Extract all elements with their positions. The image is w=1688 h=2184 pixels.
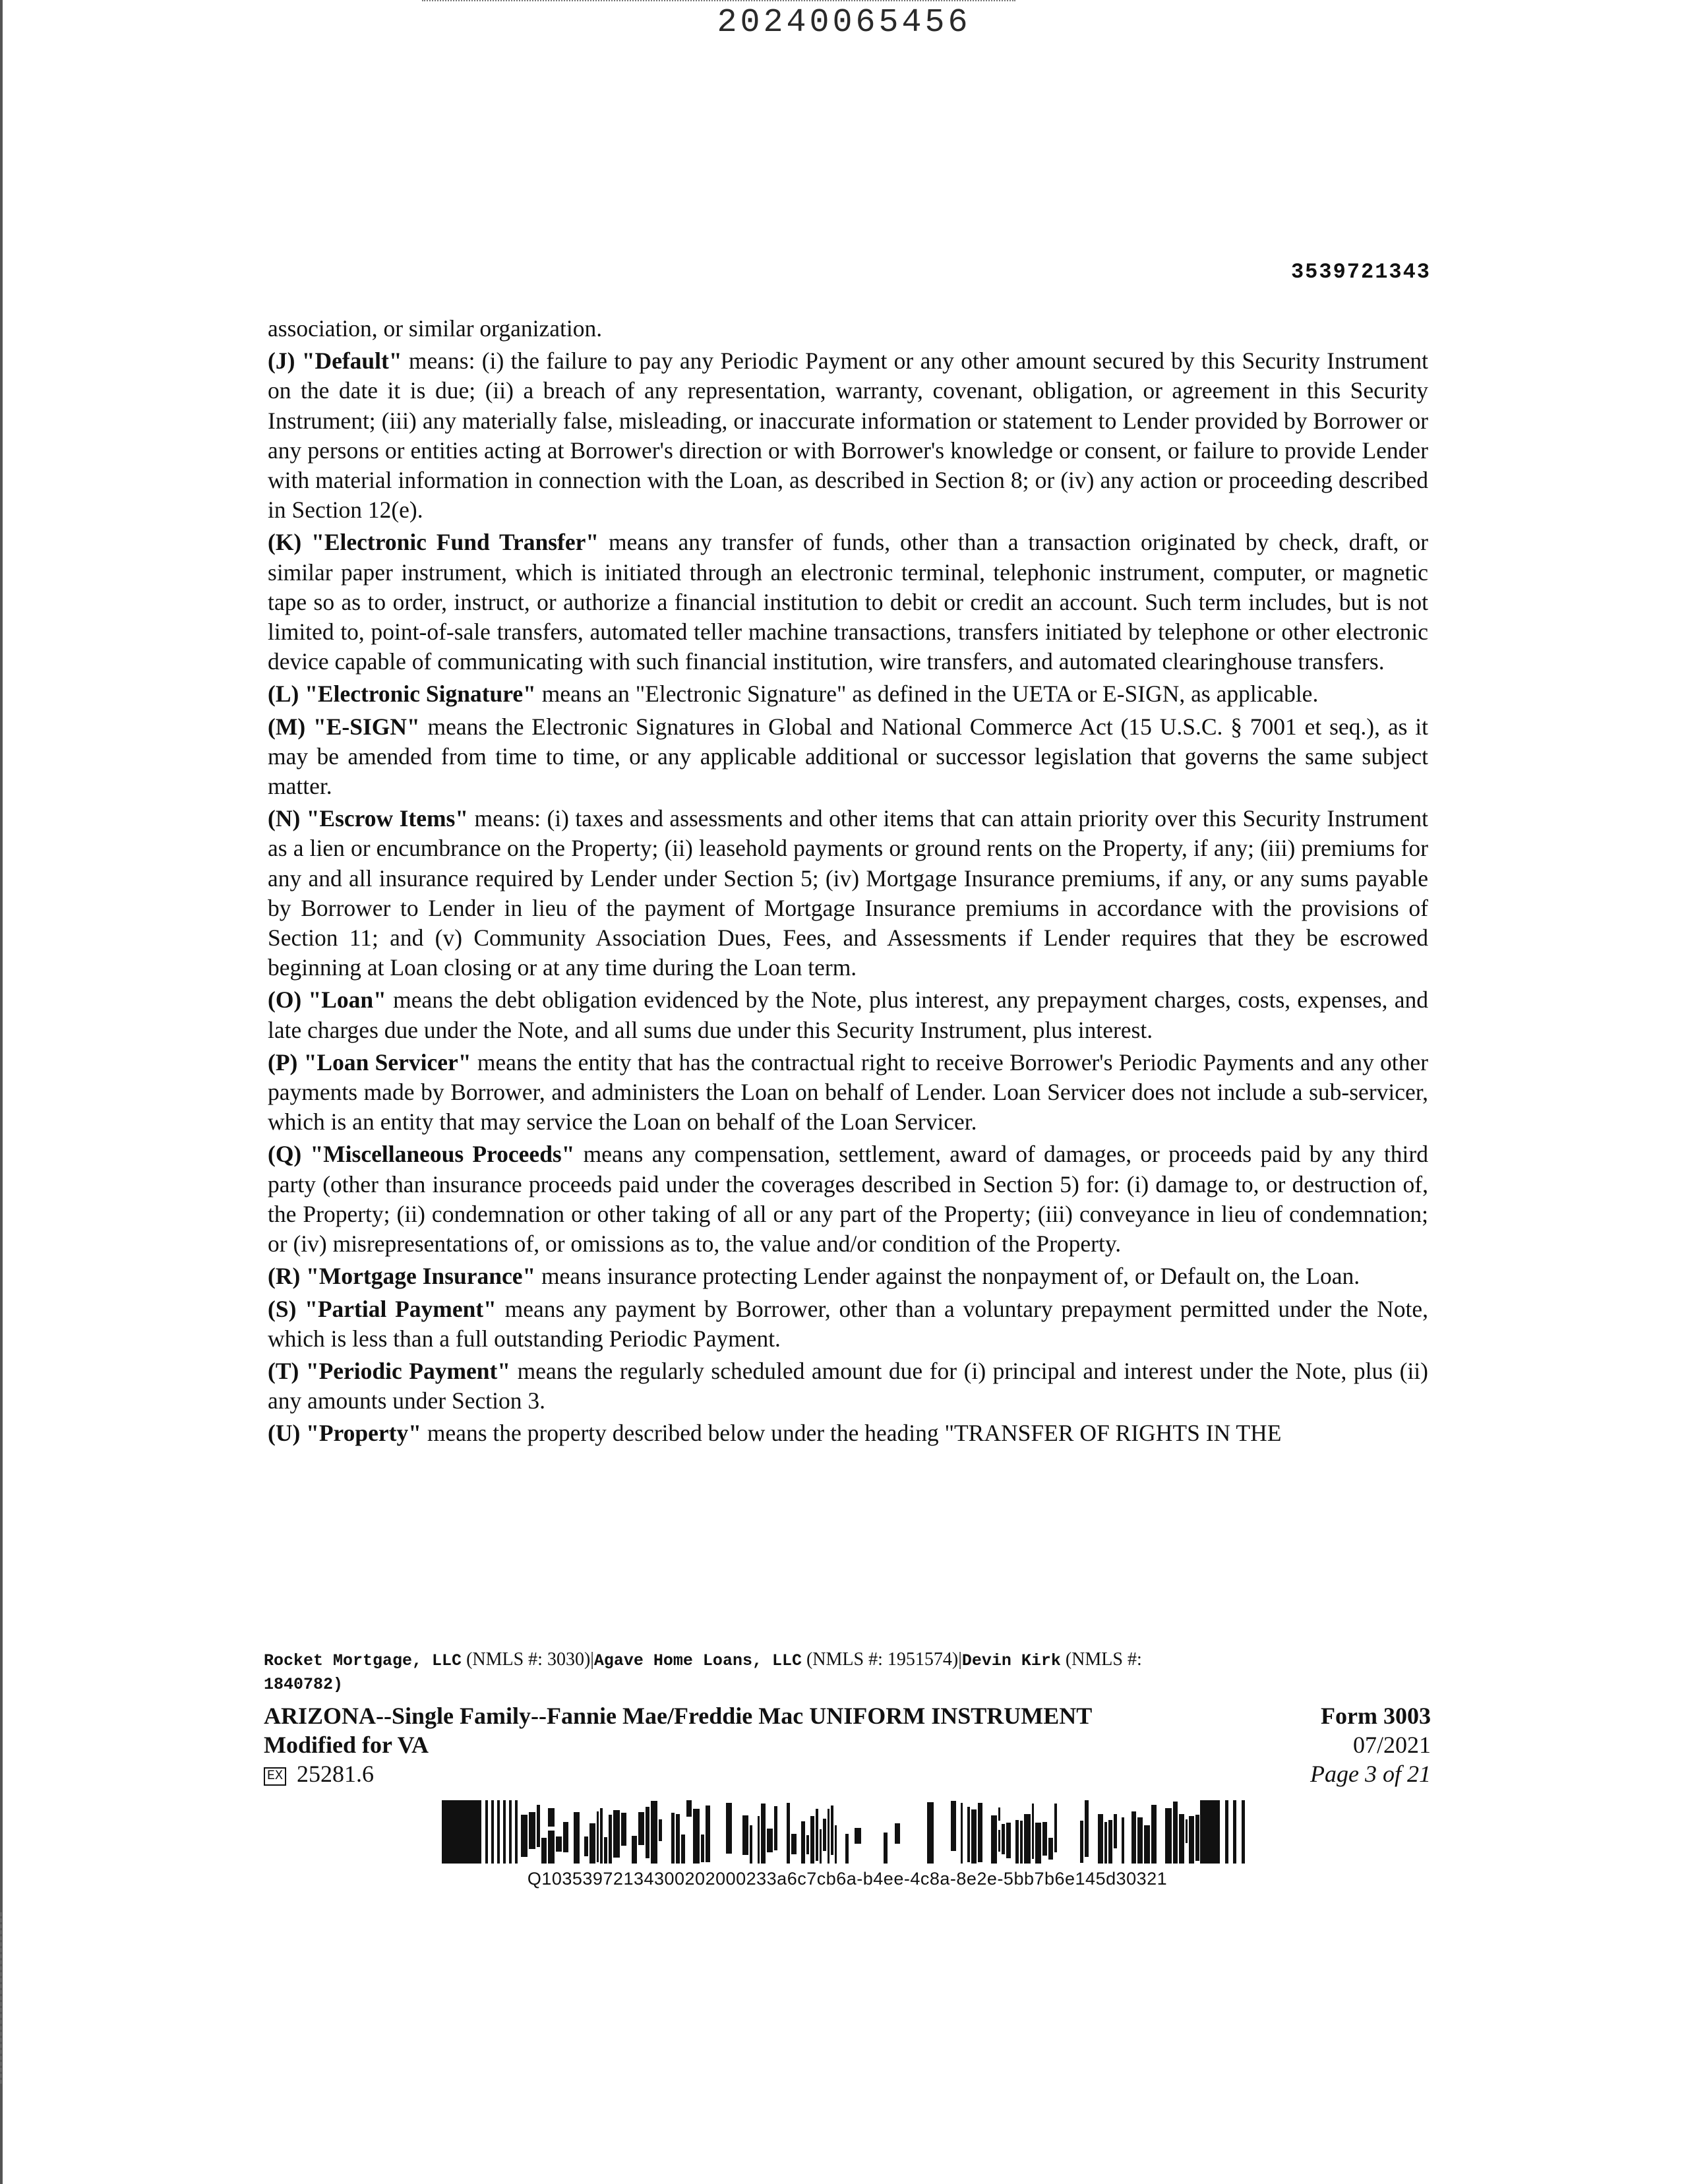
form-subtitle: Modified for VA — [264, 1732, 429, 1758]
definition-default: (J) "Default" means: (i) the failure to pay any Periodic Payment or any other amount secured by this Security Instrument on the date it is due; (ii) a breach of any representation, warranty, covenant, obligation, or agreement in this Security Instrument; (iii) any materially false, misleading, or inaccurate information or statement to Lender provided by Borrower or any persons or entities acting at Borrower's direction or with Borrower's knowledge or consent, or failure to provide Lender with material information in connection with the Loan, as described in Section 8; or (iv) any action or proceeding described in Section 12(e). — [268, 348, 1428, 524]
scan-edge-top — [422, 0, 1015, 3]
doc-code-row — [264, 1759, 1431, 1788]
barcode-block — [442, 1792, 1253, 1889]
form-date: 07/2021 — [1352, 1732, 1431, 1758]
barcode-text: Q10353972134300202000233a6c7cb6a-b4ee-4c8a-8e2e-5bb7b6e145d30321 — [527, 1869, 1168, 1889]
loan-number: 3539721343 — [1290, 260, 1431, 284]
definition-e-sign: (M) "E-SIGN" means the Electronic Signatures in Global and National Commerce Act (15 U.S.C. § 7001 et seq.), as it may be amended from time to time, or any applicable additional or successor legislation that governs the same subject matter. — [268, 713, 1428, 800]
page-footer — [264, 1649, 1431, 1788]
page-number: Page 3 of 21 — [1310, 1761, 1431, 1787]
definition-escrow-items: (N) "Escrow Items" means: (i) taxes and assessments and other items that can attain priority over this Security Instrument as a lien or encumbrance on the Property; (ii) leasehold payments or ground rents on the Property, if any; (iii) premiums for any and all insurance required by Lender under Section 5; (iv) Mortgage Insurance premiums, if any, or any sums payable by Borrower to Lender in lieu of the payment of Mortgage Insurance premiums in accordance with the provisions of Section 11; and (v) Community Association Dues, Fees, and Assessments if Lender requires that they be escrowed beginning at Loan closing or at any time during the Loan term. — [268, 805, 1429, 981]
definition-loan-servicer: (P) "Loan Servicer" means the entity that has the contractual right to receive Borrower's Periodic Payments and any other payments made by Borrower, and administers the Loan on behalf of Lender. Loan Servicer does not include a sub-servicer, which is an entity that may service the Loan on behalf of the Loan Servicer. — [268, 1048, 1428, 1136]
form-number: Form 3003 — [1321, 1703, 1431, 1729]
definition-loan: (O) "Loan" means the debt obligation evidenced by the Note, plus interest, any prepayment charges, costs, expenses, and late charges due under the Note, and all sums due under this Security Instrument, plus interest. — [268, 986, 1428, 1043]
scan-margin-marks — [0, 1912, 6, 2084]
definition-continuation: association, or similar organization. — [268, 315, 603, 342]
form-title-row — [264, 1701, 1431, 1730]
definition-periodic-payment: (T) "Periodic Payment" means the regularly scheduled amount due for (i) principal and interest under the Note, plus (ii) any amounts under Section 3. — [268, 1357, 1428, 1414]
scan-edge-left — [0, 0, 3, 2184]
doc-code: EX 25281.6 — [264, 1759, 374, 1788]
definition-property: (U) "Property" means the property described below under the heading "TRANSFER OF RIGHTS IN THE — [268, 1420, 1282, 1447]
definition-mortgage-insurance: (R) "Mortgage Insurance" means insurance protecting Lender against the nonpayment of, or Default on, the Loan. — [268, 1263, 1360, 1290]
definition-partial-payment: (S) "Partial Payment" means any payment by Borrower, other than a voluntary prepayment permitted under the Note, which is less than a full outstanding Periodic Payment. — [268, 1295, 1428, 1352]
definition-electronic-signature: (L) "Electronic Signature" means an "Electronic Signature" as defined in the UETA or E-SIGN, as applicable. — [268, 681, 1319, 708]
recording-number: 20240065456 — [717, 4, 971, 42]
originator-line: Rocket Mortgage, LLC (NMLS #: 3030)|Agave Home Loans, LLC (NMLS #: 1951574)|Devin Kirk (NMLS #: 1840782) — [264, 1649, 1142, 1694]
ex-document-icon: EX — [264, 1767, 286, 1786]
definitions-body — [268, 314, 1428, 1451]
form-title: ARIZONA--Single Family--Fannie Mae/Freddie Mac UNIFORM INSTRUMENT — [264, 1703, 1093, 1729]
definition-electronic-fund-transfer: (K) "Electronic Fund Transfer" means any transfer of funds, other than a transaction originated by check, draft, or similar paper instrument, which is initiated through an electronic terminal, telephonic instrument, computer, or magnetic tape so as to order, instruct, or authorize a financial institution to debit or credit an account. Such term includes, but is not limited to, point-of-sale transfers, automated teller machine transactions, transfers initiated by telephone or other electronic device capable of communicating with such financial institution, wire transfers, and automated clearinghouse transfers. — [268, 529, 1428, 675]
form-subtitle-row — [264, 1730, 1431, 1759]
definition-miscellaneous-proceeds: (Q) "Miscellaneous Proceeds" means any compensation, settlement, award of damages, or proceeds paid by any third party (other than insurance proceeds paid under the coverages described in Section 5) for: (i) damage to, or destruction of, the Property; (ii) condemnation or other taking of all or any part of the Property; (iii) conveyance in lieu of condemnation; or (iv) misrepresentations of, or omissions as to, the value and/or condition of the Property. — [268, 1141, 1428, 1258]
barcode-image — [442, 1792, 1253, 1865]
